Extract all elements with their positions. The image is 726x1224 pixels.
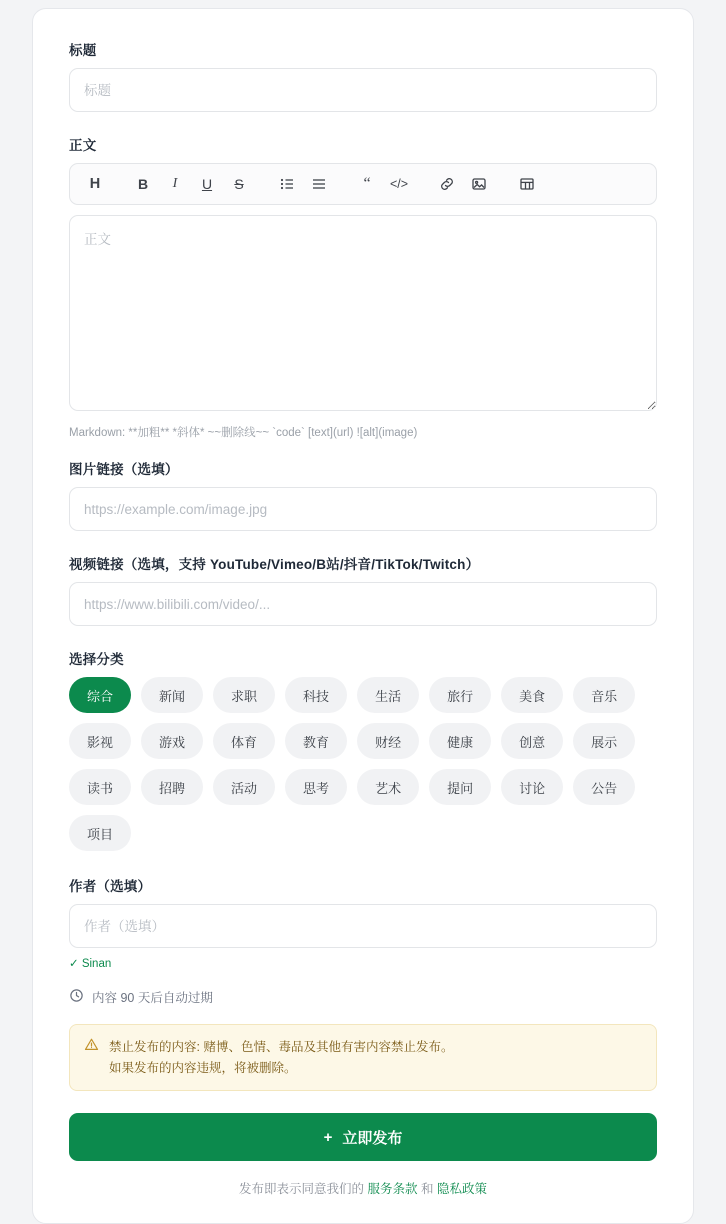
warning-icon <box>84 1037 99 1078</box>
table-icon[interactable] <box>512 170 542 198</box>
category-chip[interactable]: 讨论 <box>501 769 563 805</box>
clock-icon <box>69 988 84 1006</box>
expiry-text: 内容 90 天后自动过期 <box>92 991 213 1005</box>
heading-icon[interactable]: H <box>89 176 101 192</box>
warning-text-block <box>109 1037 453 1078</box>
category-chip[interactable]: 创意 <box>501 723 563 759</box>
category-chip[interactable]: 财经 <box>357 723 419 759</box>
footer-prefix: 发布即表示同意我们的 <box>238 1182 364 1197</box>
video-link-label: 视频链接（选填，支持 YouTube/Vimeo/B站/抖音/TikTok/Twitch） <box>69 557 480 572</box>
warning-line-1: 禁止发布的内容: 赌博、色情、毒品及其他有害内容禁止发布。 <box>109 1040 454 1054</box>
title-input[interactable] <box>69 68 657 112</box>
image-link-label: 图片链接（选填） <box>69 462 179 477</box>
category-chip[interactable]: 读书 <box>69 769 131 805</box>
image-icon[interactable] <box>464 170 494 198</box>
category-chip[interactable]: 游戏 <box>141 723 203 759</box>
expiry-notice <box>69 988 657 1006</box>
category-chip[interactable]: 体育 <box>213 723 275 759</box>
link-icon[interactable] <box>432 170 462 198</box>
category-chip[interactable]: 项目 <box>69 815 131 851</box>
category-chip[interactable]: 综合 <box>69 677 131 713</box>
category-chip[interactable]: 影视 <box>69 723 131 759</box>
author-label: 作者（选填） <box>69 879 152 894</box>
bullet-list-icon[interactable] <box>272 170 302 198</box>
category-chip[interactable]: 公告 <box>573 769 635 805</box>
warning-line-2: 如果发布的内容违规，将被删除。 <box>109 1060 297 1075</box>
author-input[interactable] <box>69 904 657 948</box>
strikethrough-icon[interactable]: S <box>234 176 244 192</box>
category-chip[interactable]: 科技 <box>285 677 347 713</box>
category-chip[interactable]: 求职 <box>213 677 275 713</box>
image-link-input[interactable] <box>69 487 657 531</box>
terms-link[interactable]: 服务条款 <box>367 1182 418 1197</box>
author-status: ✓ Sinan <box>69 958 112 970</box>
publish-label: 立即发布 <box>342 1129 403 1147</box>
category-chip[interactable]: 健康 <box>429 723 491 759</box>
bold-icon[interactable]: B <box>137 176 149 192</box>
category-list <box>69 677 657 851</box>
publish-button[interactable] <box>69 1113 657 1161</box>
video-link-input[interactable] <box>69 582 657 626</box>
category-chip[interactable]: 招聘 <box>141 769 203 805</box>
category-chip[interactable]: 思考 <box>285 769 347 805</box>
italic-icon[interactable]: I <box>172 176 178 191</box>
category-chip[interactable]: 美食 <box>501 677 563 713</box>
footer-terms <box>69 1179 657 1197</box>
category-label: 选择分类 <box>69 652 124 667</box>
category-chip[interactable]: 展示 <box>573 723 635 759</box>
category-chip[interactable]: 旅行 <box>429 677 491 713</box>
privacy-link[interactable]: 隐私政策 <box>436 1182 487 1197</box>
plus-icon: + <box>323 1128 333 1146</box>
content-warning <box>69 1024 657 1091</box>
category-chip[interactable]: 教育 <box>285 723 347 759</box>
category-chip[interactable]: 活动 <box>213 769 275 805</box>
underline-icon[interactable]: U <box>201 176 213 192</box>
code-icon[interactable]: </> <box>389 177 409 191</box>
body-label: 正文 <box>69 138 97 153</box>
quote-icon[interactable]: “ <box>363 175 371 192</box>
category-chip[interactable]: 艺术 <box>357 769 419 805</box>
ordered-list-icon[interactable] <box>304 170 334 198</box>
category-chip[interactable]: 提问 <box>429 769 491 805</box>
category-chip[interactable]: 音乐 <box>573 677 635 713</box>
editor-toolbar <box>69 163 657 205</box>
markdown-hint: Markdown: **加粗** *斜体* ~~删除线~~ `code` [text](url) ![alt](image) <box>69 427 418 439</box>
category-chip[interactable]: 生活 <box>357 677 419 713</box>
body-textarea[interactable] <box>69 215 657 411</box>
post-form-card <box>32 8 694 1224</box>
footer-and: 和 <box>420 1182 434 1197</box>
title-label: 标题 <box>69 43 97 58</box>
category-chip[interactable]: 新闻 <box>141 677 203 713</box>
